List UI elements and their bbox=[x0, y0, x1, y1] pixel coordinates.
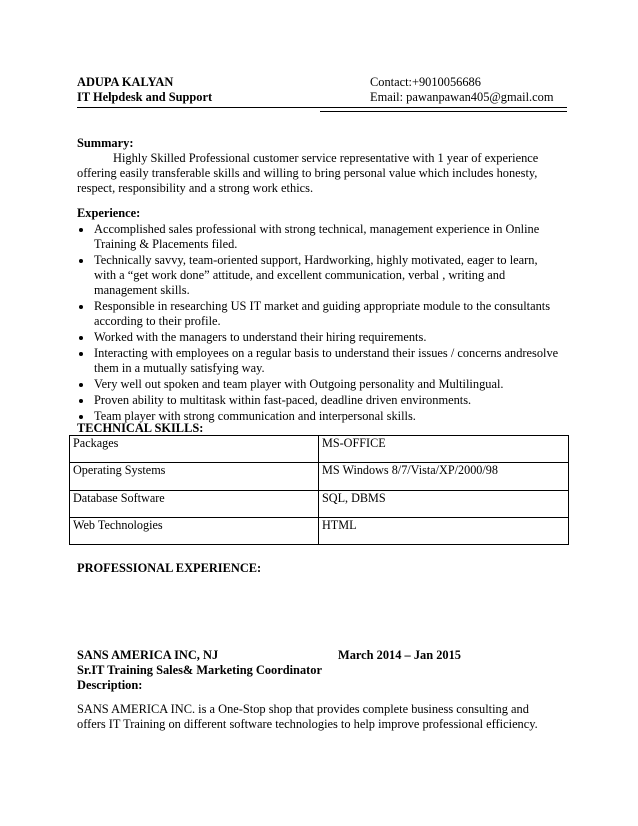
bullet-line: Proven ability to multitask within fast-paced, deadline driven environments. bbox=[94, 393, 472, 407]
bullet-line: Accomplished sales professional with strong technical, management experience in Online bbox=[94, 222, 540, 236]
bullet-line: according to their profile. bbox=[94, 314, 221, 328]
bullet-icon bbox=[79, 352, 83, 356]
header-rule-top bbox=[77, 107, 567, 108]
experience-list bbox=[77, 222, 567, 425]
bullet-line: them in a mutually satisfying way. bbox=[94, 361, 265, 375]
bullet-icon bbox=[79, 383, 83, 387]
bullet-line: Worked with the managers to understand their hiring requirements. bbox=[94, 330, 427, 344]
summary-heading: Summary: bbox=[77, 136, 134, 150]
job-title: Sr.IT Training Sales& Marketing Coordinator bbox=[77, 663, 322, 677]
experience-bullet bbox=[77, 377, 567, 392]
bullet-line: Team player with strong communication and interpersonal skills. bbox=[94, 409, 416, 423]
bullet-line: Interacting with employees on a regular basis to understand their issues / concerns andresolve bbox=[94, 346, 559, 360]
experience-bullet bbox=[77, 346, 567, 376]
skill-category: Packages bbox=[70, 436, 319, 463]
skill-value: SQL, DBMS bbox=[319, 490, 569, 517]
summary-line: offering easily transferable skills and willing to bring personal value which includes honesty, bbox=[77, 166, 538, 180]
skill-category: Database Software bbox=[70, 490, 319, 517]
bullet-icon bbox=[79, 228, 83, 232]
employment-dates: March 2014 – Jan 2015 bbox=[338, 648, 461, 662]
table-row bbox=[70, 490, 569, 517]
description-heading: Description: bbox=[77, 678, 143, 692]
description-line: SANS AMERICA INC. is a One-Stop shop that provides complete business consulting and bbox=[77, 702, 529, 716]
bullet-icon bbox=[79, 305, 83, 309]
experience-bullet bbox=[77, 222, 567, 252]
header-rule-bottom bbox=[320, 111, 567, 112]
bullet-line: management skills. bbox=[94, 283, 190, 297]
bullet-line: Technically savvy, team-oriented support, Hardworking, highly motivated, eager to learn, bbox=[94, 253, 538, 267]
skill-value: MS Windows 8/7/Vista/XP/2000/98 bbox=[319, 463, 569, 490]
experience-bullet bbox=[77, 253, 567, 298]
description-line: offers IT Training on different software technologies to help improve professional efficiency. bbox=[77, 717, 538, 731]
candidate-role: IT Helpdesk and Support bbox=[77, 90, 213, 104]
skill-category: Operating Systems bbox=[70, 463, 319, 490]
candidate-name: ADUPA KALYAN bbox=[77, 75, 174, 89]
table-row bbox=[70, 436, 569, 463]
company-name: SANS AMERICA INC, NJ bbox=[77, 648, 219, 662]
bullet-line: Very well out spoken and team player with Outgoing personality and Multilingual. bbox=[94, 377, 504, 391]
experience-heading: Experience: bbox=[77, 206, 141, 220]
summary-line: respect, responsibility and a strong work ethics. bbox=[77, 181, 314, 195]
table-row bbox=[70, 517, 569, 544]
skill-value: MS-OFFICE bbox=[319, 436, 569, 463]
bullet-icon bbox=[79, 259, 83, 263]
experience-bullet bbox=[77, 393, 567, 408]
contact-phone: Contact:+9010056686 bbox=[370, 75, 481, 89]
bullet-line: Training & Placements filed. bbox=[94, 237, 238, 251]
bullet-line: Responsible in researching US IT market and guiding appropriate module to the consultants bbox=[94, 299, 551, 313]
professional-experience-heading: PROFESSIONAL EXPERIENCE: bbox=[77, 561, 262, 575]
contact-email: Email: pawanpawan405@gmail.com bbox=[370, 90, 554, 104]
bullet-icon bbox=[79, 415, 83, 419]
experience-bullet bbox=[77, 299, 567, 329]
experience-bullet bbox=[77, 330, 567, 345]
skill-category: Web Technologies bbox=[70, 517, 319, 544]
bullet-icon bbox=[79, 336, 83, 340]
technical-skills-table bbox=[69, 435, 569, 545]
table-row bbox=[70, 463, 569, 490]
bullet-icon bbox=[79, 399, 83, 403]
bullet-line: with a “get work done” attitude, and excellent communication, verbal , writing and bbox=[94, 268, 506, 282]
skill-value: HTML bbox=[319, 517, 569, 544]
technical-skills-heading: TECHNICAL SKILLS: bbox=[77, 421, 204, 435]
summary-line: Highly Skilled Professional customer service representative with 1 year of experience bbox=[113, 151, 539, 165]
